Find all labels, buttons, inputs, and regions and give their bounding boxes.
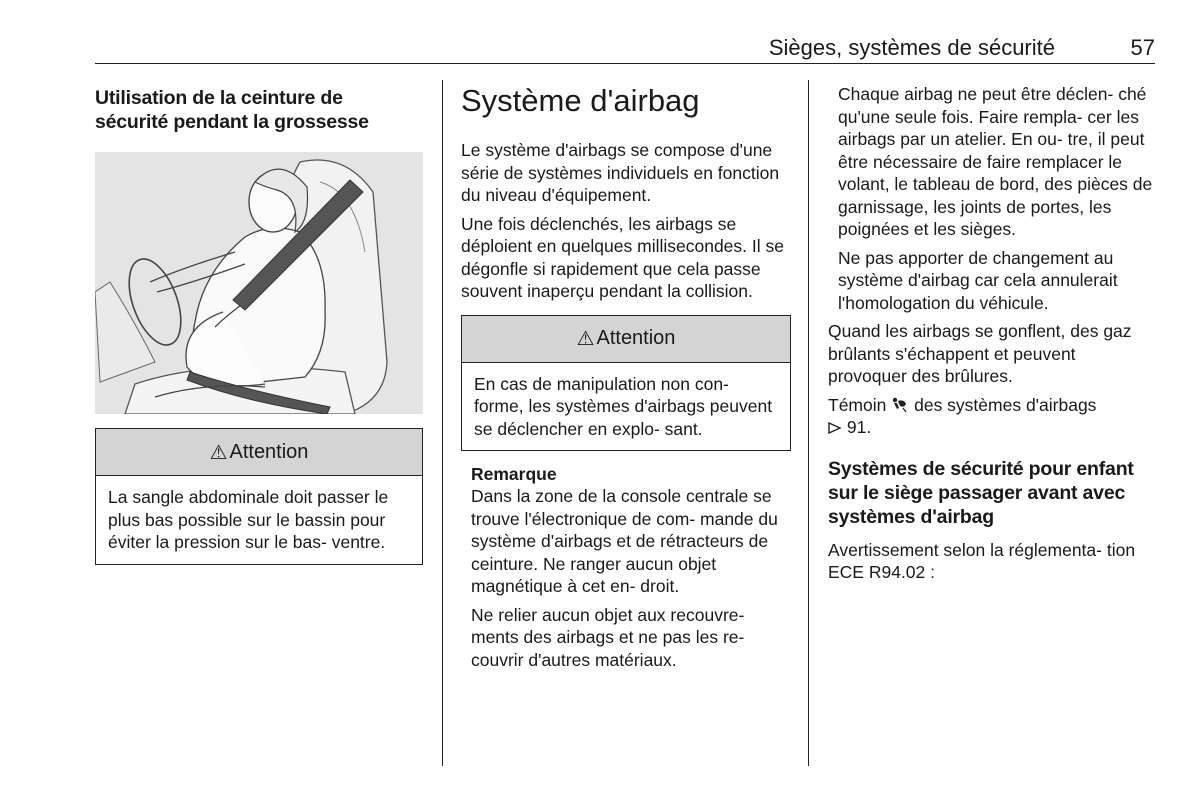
reference-arrow-icon [828, 417, 847, 437]
section-title: Sièges, systèmes de sécurité [768, 35, 1055, 60]
paragraph: Avertissement selon la réglementa- tion ECE R94.02 : [828, 539, 1136, 582]
attention-title: Attention [596, 327, 676, 349]
warning-triangle-icon: ⚠ [209, 441, 228, 464]
column-right [828, 83, 1158, 590]
indicator-prefix: Témoin [828, 394, 887, 415]
paragraph: Une fois déclenchés, les airbags se déploient en quelques millisecondes. Il se dégonfle si rapidement que cela passe souvent inaperçu pendant la collision. [461, 213, 784, 301]
attention-text: La sangle abdominale doit passer le plus bas possible sur le bassin pour éviter la pression sur le bas- ventre. [108, 487, 389, 552]
column-divider [808, 80, 809, 766]
attention-box [461, 315, 791, 452]
note-paragraph: Ne relier aucun objet aux recouvre- ments des airbags et ne pas les re- couvrir d'autres matériaux. [471, 604, 745, 670]
airbag-indicator-icon [891, 395, 914, 415]
paragraph: Le système d'airbags se compose d'une série de systèmes individuels en fonction du niveau d'équipement. [461, 140, 780, 205]
attention-header [96, 429, 422, 476]
page-header [95, 30, 1155, 64]
indicator-suffix: des systèmes d'airbags [914, 394, 1097, 415]
column-divider [442, 80, 443, 766]
note-label: Remarque [471, 464, 557, 484]
column-left [95, 86, 423, 565]
attention-header [462, 316, 790, 363]
section-subheading [95, 86, 423, 134]
page-title: Système d'airbag [461, 83, 700, 118]
note-paragraph: Dans la zone de la console centrale se trouve l'électronique de com- mande du système d'airbags et de rétracteurs de ceinture. Ne ranger aucun objet magnétique à cet en- droit. [471, 486, 778, 596]
attention-title: Attention [229, 440, 309, 463]
subheading-line: sécurité pendant la grossesse [95, 111, 369, 133]
attention-box [95, 428, 423, 565]
attention-text: En cas de manipulation non con- forme, les systèmes d'airbags peuvent se déclencher en explo- sant. [474, 373, 773, 439]
paragraph: Chaque airbag ne peut être déclen- ché qu'une seule fois. Faire rempla- cer les airbags par un atelier. En ou- tre, il peut être nécessaire de faire remplacer le volant, le tableau de bord, des pièces de garnissage, les joints de portes, les poignées et les sièges. [838, 84, 1153, 239]
page-reference[interactable]: 91. [846, 417, 872, 437]
paragraph: Ne pas apporter de changement au système d'airbag car cela annulerait l'homologation du véhicule. [838, 247, 1118, 313]
page-number: 57 [1130, 35, 1155, 60]
column-middle [461, 83, 791, 677]
pregnant-seatbelt-illustration [95, 152, 423, 414]
warning-triangle-icon: ⚠ [576, 328, 595, 350]
section-subheading: Systèmes de sécurité pour enfant sur le siège passager avant avec systèmes d'airbag [828, 457, 1134, 528]
indicator-reference [828, 394, 1158, 439]
subheading-line: Utilisation de la ceinture de [95, 87, 343, 109]
paragraph: Quand les airbags se gonflent, des gaz brûlants s'échappent et peuvent provoquer des brûlures. [828, 321, 1132, 386]
